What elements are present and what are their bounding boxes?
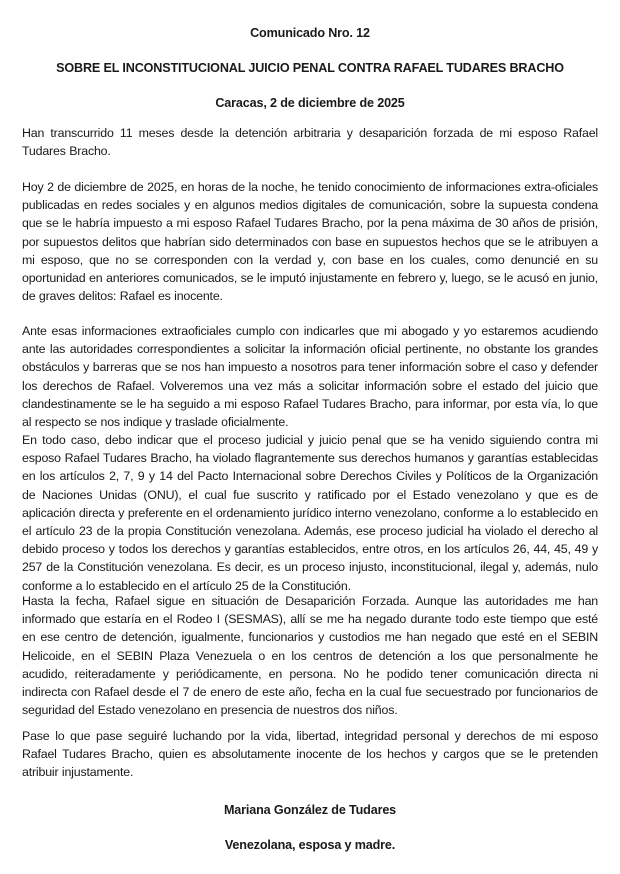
- communique-number: Comunicado Nro. 12: [250, 26, 370, 40]
- paragraph-3: Ante esas informaciones extraoficiales cumplo con indicarles que mi abogado y yo estaremos acudiendo ante las autoridades correspondientes a solicitar la información oficial pertinente, no obstante los grandes obstáculos y barreras que se nos han impuesto a nosotros para tener información sobre el caso y defender los derechos de Rafael. Volveremos una vez más a solicitar información sobre el estado del juicio que clandestinamente se le ha seguido a mi esposo Rafael Tudares Bracho, para informar, por esta vía, lo que al respecto se nos indique y traslade oficialmente.: [22, 324, 598, 430]
- paragraph-1: Han transcurrido 11 meses desde la detención arbitraria y desaparición forzada de mi esposo Rafael Tudares Bracho.: [22, 126, 598, 159]
- place-date: Caracas, 2 de diciembre de 2025: [215, 96, 405, 110]
- communique-title: SOBRE EL INCONSTITUCIONAL JUICIO PENAL CONTRA RAFAEL TUDARES BRACHO: [56, 61, 564, 75]
- paragraph-2: Hoy 2 de diciembre de 2025, en horas de la noche, he tenido conocimiento de informaciones extra-oficiales publicadas en redes sociales y en algunos medios digitales de comunicación, sobre la supuesta condena que se le habría impuesto a mi esposo Rafael Tudares Bracho, por la pena máxima de 30 años de prisión, por supuestos delitos que habrían sido determinados con base en supuestos hechos que se le atribuyen a mi esposo, que no se corresponden con la verdad y, con base en los cuales, como denuncié en su oportunidad en anteriores comunicados, se le imputó injustamente en febrero y, luego, se le acusó en junio, de graves delitos: Rafael es inocente.: [22, 180, 598, 304]
- paragraph-6: Pase lo que pase seguiré luchando por la vida, libertad, integridad personal y derechos de mi esposo Rafael Tudares Bracho, quien es absolutamente inocente de los hechos y cargos que se le pretenden atribuir injustamente.: [22, 729, 598, 780]
- paragraph-5: Hasta la fecha, Rafael sigue en situación de Desaparición Forzada. Aunque las autoridades me han informado que estaría en el Rodeo I (SESMAS), allí se me ha negado durante todo este tiempo que esté en ese centro de detención, igualmente, funcionarios y custodios me han negado que esté en el SEBIN Helicoide, en el SEBIN Plaza Venezuela o en los centros de detención a los que personalmente he acudido, reiteradamente y periódicamente, en persona. No he podido tener comunicación directa ni indirecta con Rafael desde el 7 de enero de este año, fecha en la cual fue secuestrado por funcionarios de seguridad del Estado venezolano en presencia de nuestros dos niños.: [22, 594, 598, 718]
- signature-name: Mariana González de Tudares: [223, 803, 397, 817]
- paragraph-4: En todo caso, debo indicar que el proceso judicial y juicio penal que se ha venido siguiendo contra mi esposo Rafael Tudares Bracho, ha violado flagrantemente sus derechos humanos y garantías establecidas en los artículos 2, 7, 9 y 14 del Pacto Internacional sobre Derechos Civiles y Políticos de la Organización de Naciones Unidas (ONU), el cual fue suscrito y ratificado por el Estado venezolano y que es de aplicación directa y preferente en el ordenamiento jurídico interno venezolano, conforme a lo establecido en el artículo 23 de la propia Constitución venezolana. Además, ese proceso judicial ha violado el derecho al debido proceso y todos los derechos y garantías establecidos, entre otros, en los artículos 26, 44, 45, 49 y 257 de la Constitución venezolana. Es decir, es un proceso injusto, inconstitucional, ilegal y, además, nulo conforme a lo establecido en el artículo 25 de la Constitución.: [22, 433, 598, 593]
- signature-description: Venezolana, esposa y madre.: [224, 838, 396, 852]
